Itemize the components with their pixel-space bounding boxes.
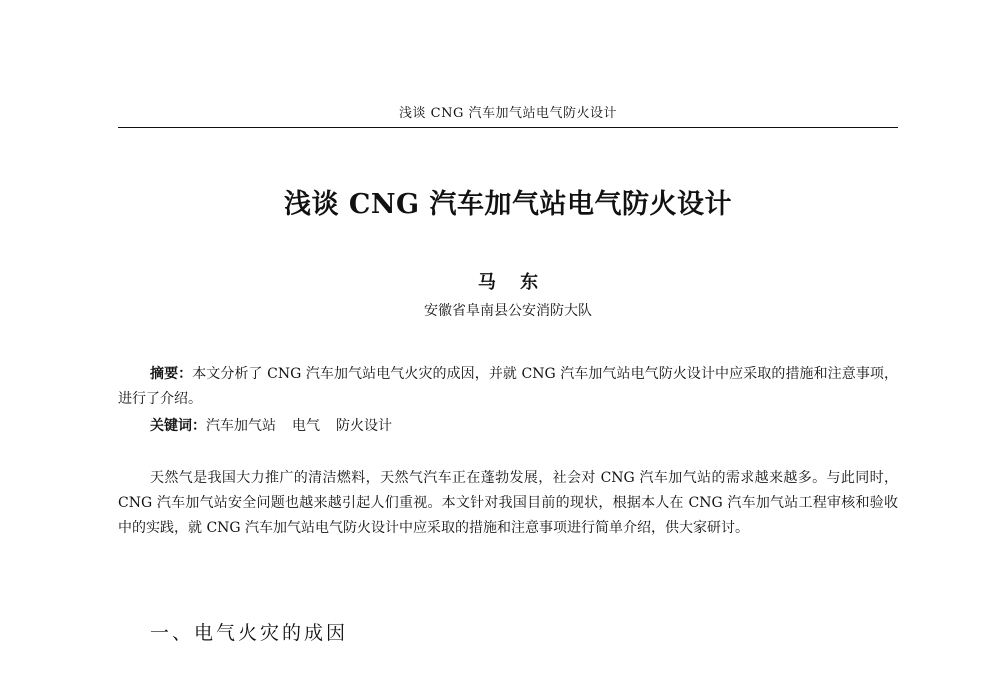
author-affiliation: 安徽省阜南县公安消防大队 [424,303,592,319]
article-title: 浅谈 CNG 汽车加气站电气防火设计 [283,189,733,220]
keyword-item: 防火设计 [336,418,392,434]
header-rule [118,127,898,128]
keywords [150,414,898,439]
keywords-label: 关键词： [150,418,206,434]
abstract-text: 本文分析了 CNG 汽车加气站电气火灾的成因，并就 CNG 汽车加气站电气防火设计中应采取的措施和注意事项，进行了介绍。 [118,366,898,407]
section-heading: 一、电气火灾的成因 [150,622,349,644]
intro-paragraph: 天然气是我国大力推广的清洁燃料，天然气汽车正在蓬勃发展，社会对 CNG 汽车加气站的需求越来越多。与此同时，CNG 汽车加气站安全问题也越来越引起人们重视。本文针对我国目前的现状，根据本人在 CNG 汽车加气站工程审核和验收中的实践，就 CNG 汽车加气站电气防火设计中应采取的措施和注意事项进行简单介绍，供大家研讨。 [118,470,898,536]
abstract-label: 摘要： [150,366,193,382]
abstract [118,362,898,412]
keyword-item: 汽车加气站 [206,418,276,434]
author-name: 马 东 [477,272,539,293]
keyword-item: 电气 [292,418,320,434]
running-header: 浅谈 CNG 汽车加气站电气防火设计 [399,106,617,121]
